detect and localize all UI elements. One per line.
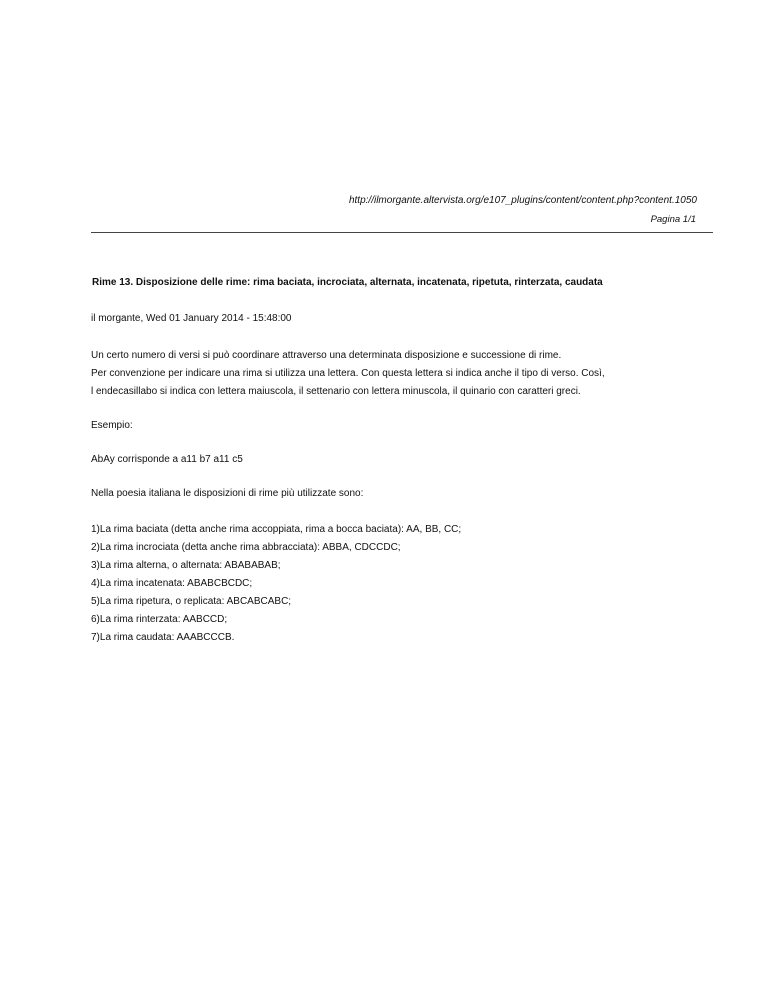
header-divider [91,232,713,233]
list-item: 2)La rima incrociata (detta anche rima abbracciata): ABBA, CDCCDC; [91,542,401,553]
intro-line: Per convenzione per indicare una rima si utilizza una lettera. Con questa lettera si indica anche il tipo di verso. Così, [91,368,605,379]
article-meta: il morgante, Wed 01 January 2014 - 15:48:00 [91,313,292,324]
intro-line: l endecasillabo si indica con lettera maiuscola, il settenario con lettera minuscola, il quinario con caratteri greci. [91,386,581,397]
rhyme-list [91,521,713,647]
list-item: 6)La rima rinterzata: AABCCD; [91,614,228,625]
article-title: Rime 13. Disposizione delle rime: rima baciata, incrociata, alternata, incatenata, ripetuta, rinterzata, caudata [92,277,603,288]
intro-line: Un certo numero di versi si può coordinare attraverso una determinata disposizione e successione di rime. [91,350,562,361]
list-item: 4)La rima incatenata: ABABCBCDC; [91,578,253,589]
list-item: 5)La rima ripetura, o replicata: ABCABCABC; [91,596,292,607]
intro-paragraph [91,347,713,401]
page-source-url: http://ilmorgante.altervista.org/e107_plugins/content/content.php?content.1050 [348,195,697,206]
article-body [91,275,713,647]
example-label: Esempio: [91,420,133,431]
list-item: 7)La rima caudata: AAABCCCB. [91,632,235,643]
example-text: AbAy corrisponde a a11 b7 a11 c5 [91,454,243,465]
list-item: 3)La rima alterna, o alternata: ABABABAB; [91,560,281,571]
page-number: Pagina 1/1 [650,214,696,225]
list-intro: Nella poesia italiana le disposizioni di rime più utilizzate sono: [91,488,364,499]
list-item: 1)La rima baciata (detta anche rima accoppiata, rima a bocca baciata): AA, BB, CC; [91,524,462,535]
